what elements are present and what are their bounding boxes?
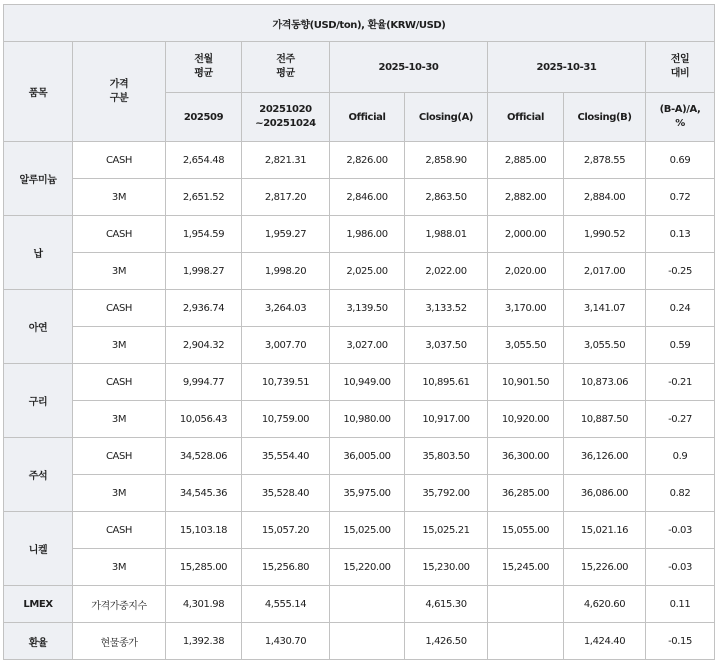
prev-week-cell: 15,057.20 <box>242 512 330 549</box>
change-cell: -0.03 <box>646 512 715 549</box>
closing-a-cell: 1,988.01 <box>405 216 488 253</box>
table-row <box>4 475 715 512</box>
closing-b-cell: 36,126.00 <box>564 438 646 475</box>
closing-a-cell: 2,863.50 <box>405 179 488 216</box>
official-1-cell <box>330 623 405 660</box>
header-prev-week-period <box>242 93 330 142</box>
table-row <box>4 179 715 216</box>
change-cell: -0.03 <box>646 549 715 586</box>
header-prev-month-period: 202509 <box>166 93 242 142</box>
change-cell: -0.27 <box>646 401 715 438</box>
closing-b-cell: 2,017.00 <box>564 253 646 290</box>
closing-a-cell: 10,917.00 <box>405 401 488 438</box>
price-type-cell: 현물종가 <box>73 623 166 660</box>
closing-a-cell: 10,895.61 <box>405 364 488 401</box>
official-1-cell: 36,005.00 <box>330 438 405 475</box>
official-2-cell: 15,055.00 <box>488 512 564 549</box>
table-row <box>4 142 715 179</box>
table-row <box>4 327 715 364</box>
official-1-cell <box>330 586 405 623</box>
header-change-line1: 전일 <box>670 54 690 65</box>
closing-b-cell: 1,424.40 <box>564 623 646 660</box>
header-prev-week-period-line1: 20251020 <box>259 104 312 115</box>
row-item: 알루미늄 <box>4 142 73 216</box>
official-2-cell: 2,885.00 <box>488 142 564 179</box>
change-cell: -0.25 <box>646 253 715 290</box>
table-row <box>4 549 715 586</box>
closing-b-cell: 36,086.00 <box>564 475 646 512</box>
row-item: 구리 <box>4 364 73 438</box>
official-2-cell: 15,245.00 <box>488 549 564 586</box>
table-row <box>4 253 715 290</box>
prev-week-cell: 35,528.40 <box>242 475 330 512</box>
price-type-cell: CASH <box>73 216 166 253</box>
official-2-cell: 2,020.00 <box>488 253 564 290</box>
prev-week-cell: 4,555.14 <box>242 586 330 623</box>
header-prev-week-period-line2: ~20251024 <box>255 118 316 129</box>
official-2-cell <box>488 586 564 623</box>
change-cell: 0.69 <box>646 142 715 179</box>
header-change-formula <box>646 93 715 142</box>
table-title: 가격동향(USD/ton), 환율(KRW/USD) <box>4 5 715 42</box>
prev-month-cell: 15,103.18 <box>166 512 242 549</box>
price-type-cell: 3M <box>73 401 166 438</box>
header-official-2: Official <box>488 93 564 142</box>
header-closing-b: Closing(B) <box>564 93 646 142</box>
closing-b-cell: 10,887.50 <box>564 401 646 438</box>
header-date-2: 2025-10-31 <box>488 42 646 93</box>
official-2-cell: 10,920.00 <box>488 401 564 438</box>
closing-b-cell: 2,878.55 <box>564 142 646 179</box>
closing-b-cell: 4,620.60 <box>564 586 646 623</box>
prev-month-cell: 2,904.32 <box>166 327 242 364</box>
official-2-cell: 36,300.00 <box>488 438 564 475</box>
closing-a-cell: 35,803.50 <box>405 438 488 475</box>
prev-month-cell: 2,936.74 <box>166 290 242 327</box>
change-cell: -0.15 <box>646 623 715 660</box>
change-cell: 0.24 <box>646 290 715 327</box>
price-type-cell: 3M <box>73 253 166 290</box>
official-1-cell: 10,949.00 <box>330 364 405 401</box>
change-cell: 0.59 <box>646 327 715 364</box>
price-trend-table <box>3 4 715 660</box>
prev-week-cell: 1,998.20 <box>242 253 330 290</box>
closing-b-cell: 3,055.50 <box>564 327 646 364</box>
official-1-cell: 35,975.00 <box>330 475 405 512</box>
header-price-type-line1: 가격 <box>109 78 129 90</box>
change-cell: 0.9 <box>646 438 715 475</box>
official-1-cell: 2,025.00 <box>330 253 405 290</box>
row-item: 아연 <box>4 290 73 364</box>
official-2-cell: 3,170.00 <box>488 290 564 327</box>
header-change-line2: 대비 <box>670 68 690 79</box>
official-2-cell: 2,000.00 <box>488 216 564 253</box>
prev-week-cell: 2,817.20 <box>242 179 330 216</box>
official-2-cell <box>488 623 564 660</box>
prev-month-cell: 15,285.00 <box>166 549 242 586</box>
price-type-cell: CASH <box>73 512 166 549</box>
closing-b-cell: 3,141.07 <box>564 290 646 327</box>
closing-a-cell: 1,426.50 <box>405 623 488 660</box>
official-1-cell: 3,027.00 <box>330 327 405 364</box>
header-prev-month-line1: 전월 <box>194 54 213 65</box>
header-date-1: 2025-10-30 <box>330 42 488 93</box>
table-row <box>4 290 715 327</box>
closing-a-cell: 35,792.00 <box>405 475 488 512</box>
official-2-cell: 2,882.00 <box>488 179 564 216</box>
prev-week-cell: 10,759.00 <box>242 401 330 438</box>
row-item-fx: 환율 <box>4 623 73 660</box>
prev-week-cell: 35,554.40 <box>242 438 330 475</box>
row-item: 니켈 <box>4 512 73 586</box>
prev-month-cell: 1,954.59 <box>166 216 242 253</box>
prev-week-cell: 3,007.70 <box>242 327 330 364</box>
header-change <box>646 42 715 93</box>
table-row <box>4 438 715 475</box>
official-1-cell: 3,139.50 <box>330 290 405 327</box>
price-type-cell: 3M <box>73 179 166 216</box>
official-1-cell: 10,980.00 <box>330 401 405 438</box>
prev-month-cell: 10,056.43 <box>166 401 242 438</box>
price-type-cell: CASH <box>73 364 166 401</box>
price-type-cell: 3M <box>73 549 166 586</box>
closing-a-cell: 3,133.52 <box>405 290 488 327</box>
prev-month-cell: 1,392.38 <box>166 623 242 660</box>
change-cell: -0.21 <box>646 364 715 401</box>
price-type-cell: 가격가중지수 <box>73 586 166 623</box>
change-cell: 0.13 <box>646 216 715 253</box>
closing-a-cell: 15,025.21 <box>405 512 488 549</box>
closing-a-cell: 15,230.00 <box>405 549 488 586</box>
prev-week-cell: 15,256.80 <box>242 549 330 586</box>
row-item: 납 <box>4 216 73 290</box>
official-1-cell: 15,220.00 <box>330 549 405 586</box>
header-change-formula-line2: % <box>675 118 685 129</box>
prev-month-cell: 2,651.52 <box>166 179 242 216</box>
official-2-cell: 10,901.50 <box>488 364 564 401</box>
prev-month-cell: 1,998.27 <box>166 253 242 290</box>
header-change-formula-line1: (B-A)/A, <box>659 104 701 115</box>
table-row <box>4 623 715 660</box>
prev-month-cell: 34,545.36 <box>166 475 242 512</box>
change-cell: 0.11 <box>646 586 715 623</box>
prev-week-cell: 1,430.70 <box>242 623 330 660</box>
table-row <box>4 364 715 401</box>
price-type-cell: 3M <box>73 475 166 512</box>
table-row <box>4 512 715 549</box>
closing-b-cell: 15,021.16 <box>564 512 646 549</box>
table-row <box>4 216 715 253</box>
row-item-lmex: LMEX <box>4 586 73 623</box>
row-item: 주석 <box>4 438 73 512</box>
closing-b-cell: 2,884.00 <box>564 179 646 216</box>
price-type-cell: CASH <box>73 290 166 327</box>
change-cell: 0.72 <box>646 179 715 216</box>
price-table-container <box>3 4 714 662</box>
header-prev-month-avg <box>166 42 242 93</box>
header-official-1: Official <box>330 93 405 142</box>
header-price-type <box>73 42 166 142</box>
closing-b-cell: 15,226.00 <box>564 549 646 586</box>
prev-week-cell: 1,959.27 <box>242 216 330 253</box>
closing-b-cell: 1,990.52 <box>564 216 646 253</box>
prev-month-cell: 4,301.98 <box>166 586 242 623</box>
prev-week-cell: 3,264.03 <box>242 290 330 327</box>
price-type-cell: 3M <box>73 327 166 364</box>
closing-b-cell: 10,873.06 <box>564 364 646 401</box>
official-1-cell: 2,846.00 <box>330 179 405 216</box>
prev-month-cell: 34,528.06 <box>166 438 242 475</box>
header-prev-week-line1: 전주 <box>276 54 295 65</box>
header-prev-month-line2: 평균 <box>194 68 213 79</box>
closing-a-cell: 3,037.50 <box>405 327 488 364</box>
table-row <box>4 586 715 623</box>
price-type-cell: CASH <box>73 438 166 475</box>
prev-week-cell: 10,739.51 <box>242 364 330 401</box>
header-prev-week-line2: 평균 <box>276 68 295 79</box>
official-1-cell: 1,986.00 <box>330 216 405 253</box>
official-1-cell: 15,025.00 <box>330 512 405 549</box>
official-1-cell: 2,826.00 <box>330 142 405 179</box>
official-2-cell: 36,285.00 <box>488 475 564 512</box>
table-row <box>4 401 715 438</box>
header-prev-week-avg <box>242 42 330 93</box>
header-closing-a: Closing(A) <box>405 93 488 142</box>
header-item: 품목 <box>4 42 73 142</box>
header-price-type-line2: 구분 <box>109 92 129 104</box>
change-cell: 0.82 <box>646 475 715 512</box>
prev-month-cell: 2,654.48 <box>166 142 242 179</box>
closing-a-cell: 4,615.30 <box>405 586 488 623</box>
prev-week-cell: 2,821.31 <box>242 142 330 179</box>
closing-a-cell: 2,022.00 <box>405 253 488 290</box>
closing-a-cell: 2,858.90 <box>405 142 488 179</box>
price-type-cell: CASH <box>73 142 166 179</box>
prev-month-cell: 9,994.77 <box>166 364 242 401</box>
official-2-cell: 3,055.50 <box>488 327 564 364</box>
